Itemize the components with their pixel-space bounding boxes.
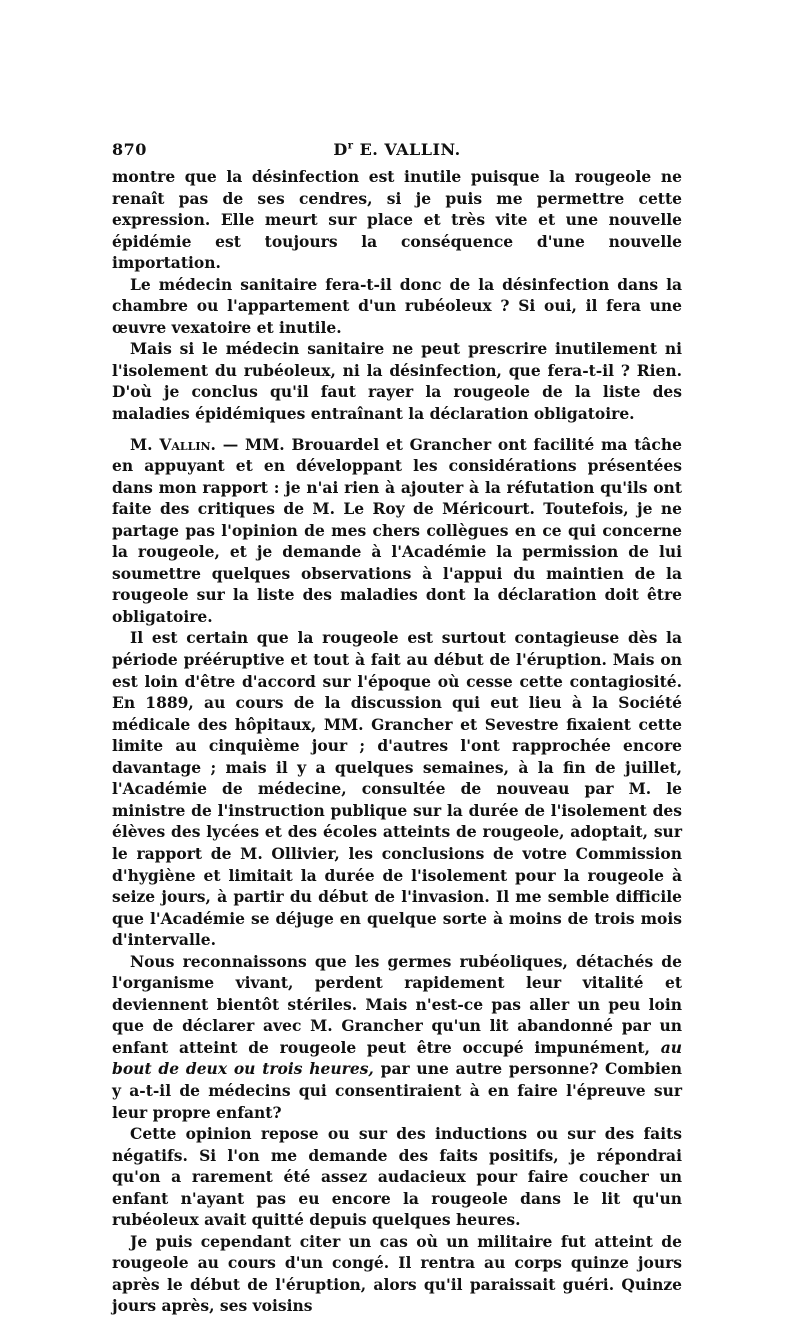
paragraph-1: montre que la désinfection est inutile puisque la rougeole ne renaît pas de ses cendres, si je puis me permettre cette expression. Elle meurt sur place et très vite et une nouvelle épidémie est toujours la conséquence d'une nouvelle importation.	[112, 167, 682, 273]
author-sup: r	[347, 140, 354, 152]
paragraph-6-part-b: par une autre personne? Combien y a-t-il de médecins qui consentiraient à en faire l'épreuve sur leur propre enfant?	[112, 1059, 682, 1122]
paragraph-6-emphasis: au bout de deux ou trois heures,	[112, 1037, 682, 1079]
paragraph-8: Je puis cependant citer un cas où un militaire fut atteint de rougeole au cours d'un congé. Il rentra au corps quinze jours après le début de l'éruption, alors qu'il paraissait guéri. Quinze jours après, ses voisins	[112, 1231, 682, 1316]
paragraph-2: Le médecin sanitaire fera-t-il donc de la désinfection dans la chambre ou l'appartement d'un rubéoleux ? Si oui, il fera une œuvre vexatoire et inutile.	[112, 274, 682, 337]
author-prefix: D	[333, 140, 348, 159]
paragraph-4	[112, 434, 682, 628]
paragraph-6	[112, 951, 682, 1123]
document-page	[112, 140, 682, 1317]
running-head	[112, 140, 682, 166]
speaker-name: M. Vallin.	[130, 434, 216, 454]
page-number: 870	[112, 140, 147, 159]
paragraph-6-part-a: Nous reconnaissons que les germes rubéoliques, détachés de l'organisme vivant, perdent rapidement leur vitalité et deviennent bientôt stériles. Mais n'est-ce pas aller un peu loin que de déclarer avec M. Grancher qu'un lit abandonné par un enfant atteint de rougeole peut être occupé impunément,	[112, 951, 682, 1057]
paragraph-3: Mais si le médecin sanitaire ne peut prescrire inutilement ni l'isolement du rubéoleux, ni la désinfection, que fera-t-il ? Rien. D'où je conclus qu'il faut rayer la rougeole de la liste des maladies épidémiques entraînant la déclaration obligatoire.	[112, 339, 682, 424]
running-title	[112, 140, 682, 159]
paragraph-4-text: — MM. Brouardel et Grancher ont facilité ma tâche en appuyant et en développant les considérations présentées dans mon rapport : je n'ai rien à ajouter à la réfutation qu'ils ont faite des critiques de M. Le Roy de Méricourt. Toutefois, je ne partage pas l'opinion de mes chers collègues en ce qui concerne la rougeole, et je demande à l'Académie la permission de lui soumettre quelques observations à l'appui du maintien de la rougeole sur la liste des maladies dont la déclaration doit être obligatoire.	[112, 434, 682, 626]
paragraph-7: Cette opinion repose ou sur des inductions ou sur des faits négatifs. Si l'on me demande des faits positifs, je répondrai qu'on a rarement été assez audacieux pour faire coucher un enfant n'ayant pas eu encore la rougeole dans le lit qu'un rubéoleux avait quitté depuis quelques heures.	[112, 1124, 682, 1230]
author-name: E. VALLIN.	[353, 140, 461, 159]
body-text	[112, 166, 682, 1317]
paragraph-5: Il est certain que la rougeole est surtout contagieuse dès la période prééruptive et tout à fait au début de l'éruption. Mais on est loin d'être d'accord sur l'époque où cesse cette contagiosité. En 1889, au cours de la discussion qui eut lieu à la Société médicale des hôpitaux, MM. Grancher et Sevestre fixaient cette limite au cinquième jour ; d'autres l'ont rapprochée encore davantage ; mais il y a quelques semaines, à la fin de juillet, l'Académie de médecine, consultée de nouveau par M. le ministre de l'instruction publique sur la durée de l'isolement des élèves des lycées et des écoles atteints de rougeole, adoptait, sur le rapport de M. Ollivier, les conclusions de votre Commission d'hygiène et limitait la durée de l'isolement pour la rougeole à seize jours, à partir du début de l'invasion. Il me semble difficile que l'Académie se déjuge en quelque sorte à moins de trois mois d'intervalle.	[112, 628, 682, 950]
